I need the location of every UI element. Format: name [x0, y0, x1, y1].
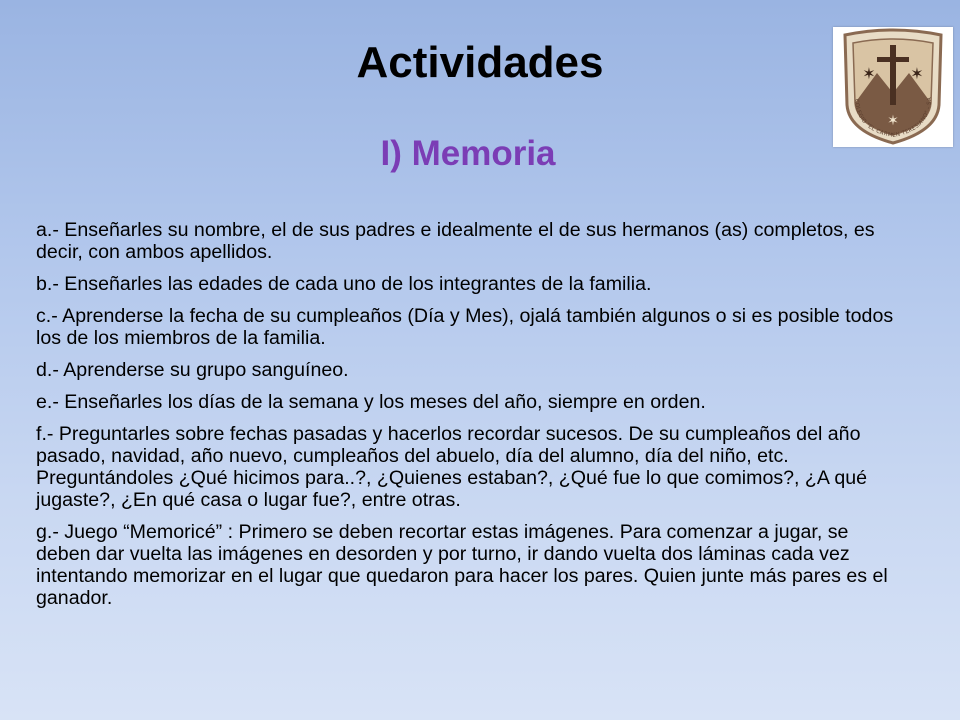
list-item: c.- Aprenderse la fecha de su cumpleaños (Día y Mes), ojalá también algunos o si es posible todos los de los miembros de la familia.: [36, 305, 894, 349]
slide-title: Actividades: [356, 38, 604, 87]
slide-subtitle: I) Memoria: [380, 134, 556, 173]
list-item: b.- Enseñarles las edades de cada uno de los integrantes de la familia.: [36, 273, 652, 295]
list-item: e.- Enseñarles los días de la semana y los meses del año, siempre en orden.: [36, 391, 706, 413]
list-item: a.- Enseñarles su nombre, el de sus padres e idealmente el de sus hermanos (as) completos, es decir, con ambos apellidos.: [36, 219, 875, 263]
school-crest-icon: [833, 27, 953, 147]
activity-list: [36, 219, 904, 619]
svg-text:✶: ✶: [887, 113, 899, 129]
list-item: g.- Juego “Memoricé” : Primero se deben recortar estas imágenes. Para comenzar a jugar, se deben dar vuelta las imágenes en desorden y por turno, ir dando vuelta dos láminas cada vez intentando memorizar en el lugar que quedaron para hacer los pares. Quien junte más pares es el ganador.: [36, 521, 888, 609]
list-item: f.- Preguntarles sobre fechas pasadas y hacerlos recordar sucesos. De su cumpleaños del año pasado, navidad, año nuevo, cumpleaños del abuelo, día del alumno, día del niño, etc. Preguntándoles ¿Qué hicimos para..?, ¿Quienes estaban?, ¿Qué fue lo que comimos?, ¿A qué jugaste?, ¿En qué casa o lugar fue?, entre otras.: [36, 423, 868, 511]
school-logo: [833, 27, 953, 147]
crest-text: COLEGIO "EL CARMEN TERESIANO" - SA: [853, 96, 934, 140]
svg-text:✶: ✶: [910, 64, 924, 83]
svg-text:✶: ✶: [862, 64, 876, 83]
list-item: d.- Aprenderse su grupo sanguíneo.: [36, 359, 349, 381]
